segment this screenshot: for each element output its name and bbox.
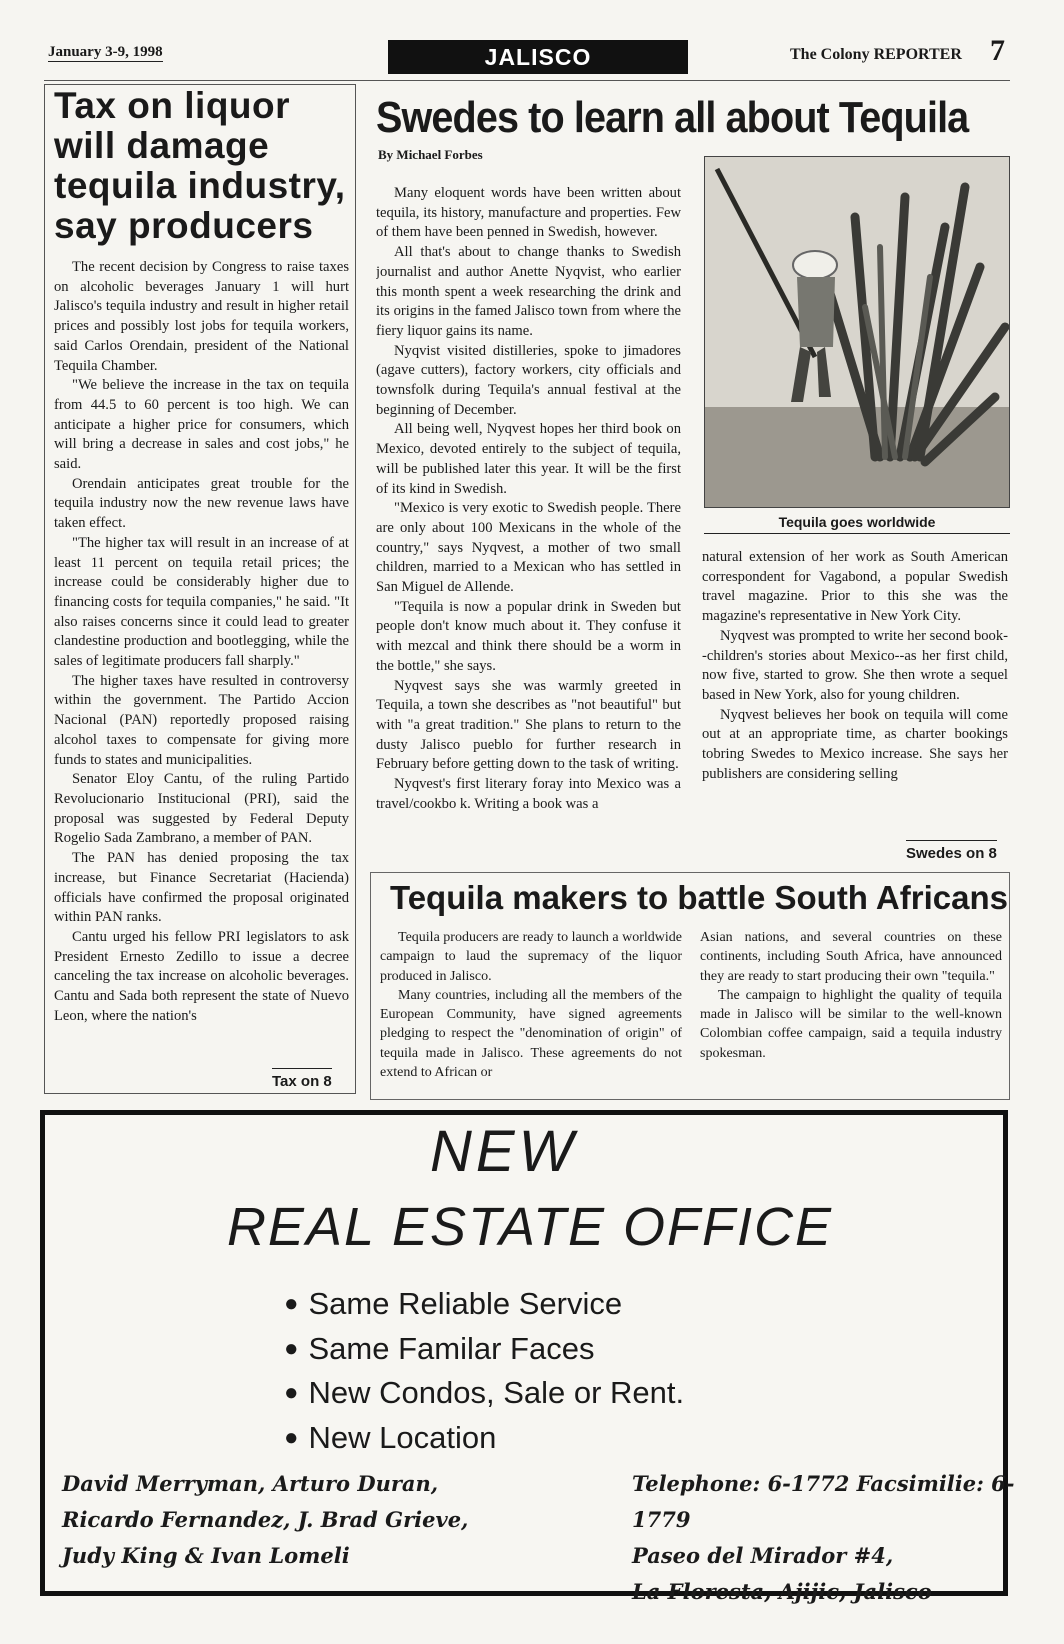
agave-photo (704, 156, 1010, 508)
paragraph: Nyqvest was prompted to write her second book--children's stories about Mexico--as her first child, now five, started to grow. She then wrote a sequel based in New York, also for young children. (702, 627, 1008, 703)
main-article-headline: Swedes to learn all about Tequila (376, 93, 969, 142)
masthead-rule (44, 80, 1010, 81)
ad-contact-line: Ricardo Fernandez, J. Brad Grieve, (62, 1507, 469, 1532)
main-article-jump: Swedes on 8 (906, 840, 997, 862)
newspaper-name: The Colony REPORTER (790, 46, 962, 63)
paragraph: The campaign to highlight the quality of tequila made in Jalisco will be similar to the well-known Colombian coffee campaign, said a tequila industry spokesman. (700, 987, 1002, 1061)
paragraph: Nyqvest's first literary foray into Mexico was a travel/cookbo k. Writing a book was a (376, 776, 681, 812)
ad-address-line: Telephone: 6-1772 Facsimilie: 6-1779 (632, 1471, 1015, 1532)
ad-bullet: ● Same Reliable Service (284, 1282, 684, 1327)
left-article-body (54, 258, 349, 1058)
paragraph: "Mexico is very exotic to Swedish people. There are only about 100 Mexicans in the whole of the country," says Nyqvest, a mother of two small children, married to a Mexican who has settled in San Miguel de Allende. (376, 500, 681, 596)
ad-new-heading: NEW (430, 1119, 578, 1184)
tequila-article-headline: Tequila makers to battle South Africans (390, 879, 1008, 916)
paragraph: natural extension of her work as South American correspondent for Vagabond, a popular Swedish travel magazine. Prior to this she was the magazine's representative in New York City. (702, 549, 1008, 625)
tequila-article-col1 (380, 928, 682, 1088)
paragraph: "We believe the increase in the tax on tequila from 44.5 to 60 percent is too high. We can anticipate a higher price for consumers, which will bring a decrease in sales and cost jobs," he said. (54, 377, 349, 473)
paragraph: The higher taxes have resulted in controversy within the government. The Partido Accion Nacional (PAN) reportedly proposed raising alcohol taxes to compensate for giving more funds to states and municipalities. (54, 672, 349, 768)
paragraph: Cantu urged his fellow PRI legislators to ask President Ernesto Zedillo to issue a decree canceling the tax increase on alcoholic beverages. Cantu and Sada both represent the state of Nuevo Leon, where the nation's (54, 928, 349, 1024)
ad-bullet: ● Same Familar Faces (284, 1327, 684, 1372)
paragraph: The recent decision by Congress to raise taxes on alcoholic beverages January 1 will hurt Jalisco's tequila industry and result in higher retail prices and possibly lost jobs for tequila workers, said Carlos Orendain, president of the National Tequila Chamber. (54, 259, 349, 374)
paragraph: Nyqvest believes her book on tequila will come out at an appropriate time, as charter bookings tobring Swedes to Mexico increase. She says her publishers are considering selling (702, 706, 1008, 782)
photo-caption: Tequila goes worldwide (704, 514, 1010, 534)
ad-bullet: ● New Location (284, 1416, 684, 1461)
ad-contacts (62, 1466, 468, 1574)
paragraph: The PAN has denied proposing the tax increase, but Finance Secretariat (Hacienda) officials have confirmed the proposal originated within PAN ranks. (54, 850, 349, 926)
paragraph: "The higher tax will result in an increase of at least 11 percent on tequila retail prices; the increase could be considerably higher due to financing costs for tequila companies," he said. "It also raises concerns since it could lead to greater clandestine production and bootlegging, while the sales of legitimate producers fall sharply." (54, 534, 349, 670)
paragraph: Many countries, including all the members of the European Community, have signed agreements pledging to respect the "denomination of origin" of tequila made in Jalisco. These agreements do not extend to African or (380, 987, 682, 1081)
paragraph: All that's about to change thanks to Swedish journalist and author Anette Nyqvist, who earlier this month spent a week researching the drink and its origins in the famed Jalisco town from where the fiery liquor gains its name. (376, 244, 681, 339)
agave-worker-illustration (705, 157, 1010, 508)
ad-contact-line: Judy King & Ivan Lomeli (62, 1543, 350, 1568)
byline: By Michael Forbes (378, 147, 483, 162)
ad-bullet: ● New Condos, Sale or Rent. (284, 1371, 684, 1416)
paragraph: Nyqvest says she was warmly greeted in Tequila, a town she describes as "not beautiful" but with "a great tradition." She plans to return to the dusty Jalisco pueblo for further research in February before getting down to the task of writing. (376, 677, 681, 773)
paragraph: Asian nations, and several countries on these continents, including South Africa, have announced they are ready to start producing their own "tequila." (700, 930, 1002, 984)
paragraph: Senator Eloy Cantu, of the ruling Partido Revolucionario Institucional (PRI), said the proposal was suggested by Federal Deputy Rogelio Sada Zambrano, a member of PAN. (54, 771, 349, 847)
ad-address (632, 1466, 1064, 1610)
main-article-body (376, 184, 681, 862)
paragraph: "Tequila is now a popular drink in Sweden but people don't know much about it. They confuse it with mezcal and think there should be a worm in the bottle," she says. (376, 598, 681, 674)
left-article-jump: Tax on 8 (272, 1068, 332, 1090)
section-banner: JALISCO (388, 40, 688, 74)
ad-address-line: La Floresta, Ajijic, Jalisco (632, 1579, 932, 1604)
paragraph: Tequila producers are ready to launch a worldwide campaign to laud the supremacy of the liquor produced in Jalisco. (380, 930, 682, 984)
paragraph: All being well, Nyqvest hopes her third book on Mexico, devoted entirely to the subject of tequila, will be published later this year. It will be the first of its kind in Swedish. (376, 421, 681, 497)
ad-title: REAL ESTATE OFFICE (226, 1197, 834, 1257)
paragraph: Many eloquent words have been written about tequila, its history, manufacture and properties. Few of them have been penned in Swedish, however. (376, 185, 681, 241)
ad-contact-line: David Merryman, Arturo Duran, (62, 1471, 439, 1496)
tequila-article-col2 (700, 928, 1002, 1088)
left-article-headline: Tax on liquor will damage tequila industry, say producers (54, 85, 346, 246)
paragraph: Nyqvist visited distilleries, spoke to jimadores (agave cutters), factory workers, city officials and townsfolk during Tequila's annual festival at the beginning of December. (376, 342, 681, 418)
page-number: 7 (990, 34, 1005, 67)
ad-address-line: Paseo del Mirador #4, (632, 1543, 894, 1568)
main-article-continued (702, 548, 1008, 828)
paragraph: Orendain anticipates great trouble for the tequila industry now the new revenue laws have taken effect. (54, 475, 349, 532)
ad-bullet-list (284, 1282, 684, 1460)
issue-date: January 3-9, 1998 (48, 44, 163, 60)
